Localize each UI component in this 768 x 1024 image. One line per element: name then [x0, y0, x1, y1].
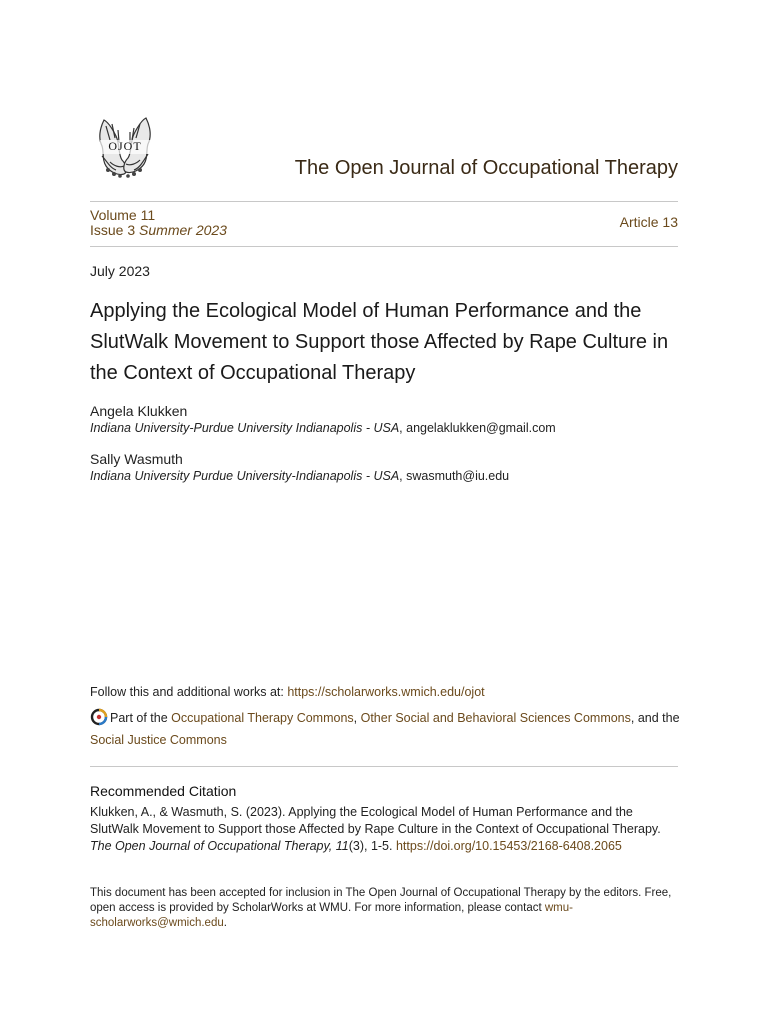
affiliation-text-2: Indiana University Purdue University-Indianapolis - USA	[90, 469, 400, 483]
author-affiliation-2	[90, 469, 509, 483]
issue-line[interactable]	[90, 223, 227, 238]
issue-link[interactable]: Issue 3	[90, 222, 136, 238]
publication-date: July 2023	[90, 263, 150, 279]
commons-link-social-justice[interactable]: Social Justice Commons	[90, 733, 227, 747]
season-link[interactable]: Summer 2023	[139, 222, 227, 238]
author-name-2: Sally Wasmuth	[90, 451, 183, 467]
article-number: Article 13	[619, 214, 678, 230]
part-of-prefix: Part of the	[110, 711, 172, 725]
article-title: Applying the Ecological Model of Human Performance and the SlutWalk Movement to Support those Affected by Rape Culture in the Context of Occupational Therapy	[90, 300, 669, 384]
author-affiliation-1	[90, 421, 556, 435]
network-icon	[90, 708, 108, 726]
author-name-1: Angela Klukken	[90, 403, 188, 419]
footer-text: This document has been accepted for inclusion in The Open Journal of Occupational Therapy by the editors. Free, open access is provided by ScholarWorks at WMU. For more information, please contact	[90, 887, 672, 914]
citation-pages: (3), 1-5.	[348, 839, 396, 853]
doi-link[interactable]: https://doi.org/10.15453/2168-6408.2065	[395, 839, 622, 853]
follow-text: Follow this and additional works at:	[90, 685, 288, 699]
contact-email-link[interactable]: wmu-scholarworks@wmich.edu	[90, 902, 573, 929]
part-of-sep-1: ,	[353, 711, 361, 725]
divider-citation	[90, 766, 678, 767]
divider-top	[90, 201, 678, 202]
footer-end: .	[223, 917, 227, 929]
part-of-sep-2: , and the	[630, 711, 680, 725]
part-of-line	[90, 707, 690, 751]
commons-link-social-behavioral[interactable]: Other Social and Behavioral Sciences Commons	[360, 711, 631, 725]
affiliation-text-1: Indiana University-Purdue University Indianapolis - USA	[90, 421, 400, 435]
citation-heading: Recommended Citation	[90, 783, 237, 799]
ojot-logo[interactable]	[90, 110, 160, 182]
journal-title[interactable]: The Open Journal of Occupational Therapy	[294, 157, 678, 179]
citation-journal: The Open Journal of Occupational Therapy, 11	[90, 839, 349, 853]
volume-link[interactable]: Volume 11	[90, 207, 156, 223]
follow-line	[90, 685, 485, 699]
divider-issue	[90, 246, 678, 247]
author-email-2[interactable]: , swasmuth@iu.edu	[399, 469, 510, 483]
logo-text: OJOT	[108, 139, 142, 153]
volume-issue[interactable]	[90, 208, 227, 238]
citation-text	[90, 804, 680, 855]
commons-link-occupational-therapy[interactable]: Occupational Therapy Commons	[171, 711, 354, 725]
footer-notice	[90, 886, 680, 931]
citation-body: Klukken, A., & Wasmuth, S. (2023). Applying the Ecological Model of Human Performance and the SlutWalk Movement to Support those Affected by Rape Culture in the Context of Occupational Therapy.	[90, 805, 661, 836]
author-email-1[interactable]: , angelaklukken@gmail.com	[399, 421, 556, 435]
repository-link[interactable]: https://scholarworks.wmich.edu/ojot	[287, 685, 485, 699]
